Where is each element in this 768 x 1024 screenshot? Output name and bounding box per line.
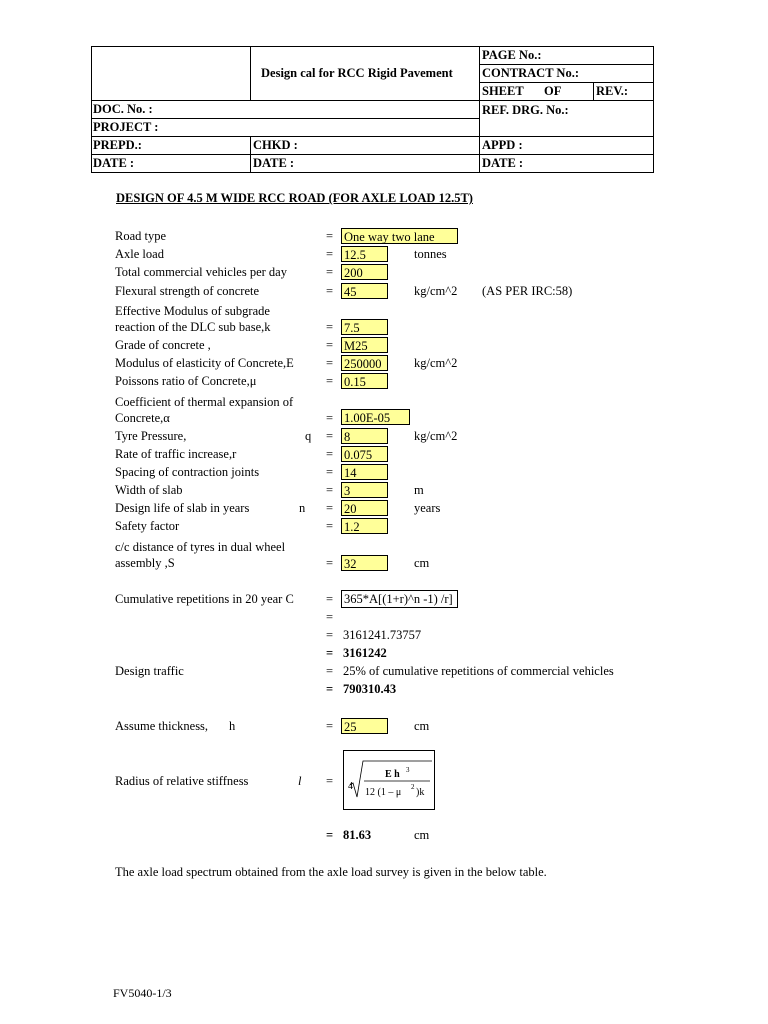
project-label: PROJECT :	[93, 120, 159, 134]
param-label-thermal-1: Coefficient of thermal expansion of	[115, 395, 294, 409]
equals-sign: =	[326, 628, 334, 642]
param-label-safety-factor: Safety factor	[115, 519, 180, 533]
formula-numerator: E h	[385, 769, 400, 780]
design-title: DESIGN OF 4.5 M WIDE RCC ROAD (FOR AXLE LOAD 12.5T)	[116, 191, 473, 205]
param-label-elasticity: Modulus of elasticity of Concrete,E	[115, 356, 294, 370]
safety-factor-input[interactable]: 1.2	[341, 518, 388, 534]
tyre-distance-input[interactable]: 32	[341, 555, 388, 571]
root-index: 4	[348, 781, 353, 792]
sheet-label: SHEET	[482, 84, 524, 98]
thickness-symbol: h	[229, 719, 236, 733]
doc-title: Design cal for RCC Rigid Pavement	[261, 66, 453, 80]
design-traffic-desc: 25% of cumulative repetitions of commercial vehicles	[343, 664, 614, 678]
param-label-joint-spacing: Spacing of contraction joints	[115, 465, 260, 479]
equals-sign: =	[326, 320, 334, 334]
slab-width-unit: m	[414, 483, 424, 497]
grade-input[interactable]: M25	[341, 337, 388, 353]
thickness-input[interactable]: 25	[341, 718, 388, 734]
equals-sign: =	[326, 719, 334, 733]
param-label-flexural: Flexural strength of concrete	[115, 284, 260, 298]
equals-sign: =	[326, 447, 334, 461]
equals-sign: =	[326, 265, 334, 279]
param-label-tyre-pressure: Tyre Pressure,	[115, 429, 187, 443]
poisson-input[interactable]: 0.15	[341, 373, 388, 389]
equals-sign: =	[326, 247, 334, 261]
radical-sign	[344, 751, 434, 809]
equals-sign: =	[326, 411, 334, 425]
design-traffic-value: 790310.43	[343, 682, 397, 696]
equals-sign: =	[326, 592, 334, 606]
design-life-symbol: n	[299, 501, 306, 515]
equals-sign: =	[326, 610, 334, 624]
formula-denom-tail: )k	[416, 787, 425, 798]
slab-width-input[interactable]: 3	[341, 482, 388, 498]
contract-no-label: CONTRACT No.:	[482, 66, 579, 80]
prepd-label: PREPD.:	[93, 138, 142, 152]
elasticity-unit: kg/cm^2	[414, 356, 458, 370]
equals-sign: =	[326, 356, 334, 370]
stiffness-label: Radius of relative stiffness	[115, 774, 249, 788]
equals-sign: =	[326, 828, 334, 842]
stiffness-value: 81.63	[343, 828, 372, 842]
flexural-unit: kg/cm^2	[414, 284, 458, 298]
equals-sign: =	[326, 519, 334, 533]
param-label-tyre-distance-1: c/c distance of tyres in dual wheel	[115, 540, 286, 554]
param-label-design-life: Design life of slab in years	[115, 501, 250, 515]
chkd-label: CHKD :	[253, 138, 298, 152]
formula-exp-2: 2	[411, 783, 415, 791]
equals-sign: =	[326, 556, 334, 570]
date-label-2: DATE :	[253, 156, 295, 170]
stiffness-unit: cm	[414, 828, 430, 842]
equals-sign: =	[326, 483, 334, 497]
param-label-vehicles: Total commercial vehicles per day	[115, 265, 287, 279]
date-label-1: DATE :	[93, 156, 135, 170]
stiffness-symbol: l	[298, 774, 302, 788]
traffic-rate-input[interactable]: 0.075	[341, 446, 388, 462]
joint-spacing-input[interactable]: 14	[341, 464, 388, 480]
equals-sign: =	[326, 682, 334, 696]
thickness-label: Assume thickness,	[115, 719, 209, 733]
cumulative-label: Cumulative repetitions in 20 year C	[115, 592, 294, 606]
spectrum-note: The axle load spectrum obtained from the axle load survey is given in the below table.	[115, 865, 547, 879]
cumulative-rounded: 3161242	[343, 646, 387, 660]
param-label-tyre-distance-2: assembly ,S	[115, 556, 175, 570]
param-label-traffic-rate: Rate of traffic increase,r	[115, 447, 237, 461]
cumulative-formula: 365*A[(1+r)^n -1) /r]	[341, 590, 458, 608]
date-label-3: DATE :	[482, 156, 524, 170]
param-label-grade: Grade of concrete ,	[115, 338, 211, 352]
equals-sign: =	[326, 374, 334, 388]
design-traffic-label: Design traffic	[115, 664, 184, 678]
of-label: OF	[544, 84, 562, 98]
param-label-road-type: Road type	[115, 229, 167, 243]
page-no-label: PAGE No.:	[482, 48, 542, 62]
equals-sign: =	[326, 429, 334, 443]
param-label-modulus-subgrade-2: reaction of the DLC sub base,k	[115, 320, 271, 334]
thermal-input[interactable]: 1.00E-05	[341, 409, 410, 425]
equals-sign: =	[326, 774, 334, 788]
footer-code: FV5040-1/3	[113, 986, 172, 1000]
equals-sign: =	[326, 338, 334, 352]
tyre-distance-unit: cm	[414, 556, 430, 570]
equals-sign: =	[326, 284, 334, 298]
tyre-pressure-symbol: q	[305, 429, 312, 443]
param-label-modulus-subgrade-1: Effective Modulus of subgrade	[115, 304, 270, 318]
appd-label: APPD :	[482, 138, 523, 152]
param-label-slab-width: Width of slab	[115, 483, 183, 497]
cumulative-value: 3161241.73757	[343, 628, 422, 642]
param-label-poisson: Poissons ratio of Concrete,μ	[115, 374, 257, 388]
header-table	[91, 46, 654, 173]
design-life-input[interactable]: 20	[341, 500, 388, 516]
vehicles-input[interactable]: 200	[341, 264, 388, 280]
param-label-thermal-2: Concrete,α	[115, 411, 170, 425]
equals-sign: =	[326, 664, 334, 678]
thickness-unit: cm	[414, 719, 430, 733]
equals-sign: =	[326, 465, 334, 479]
tyre-pressure-input[interactable]: 8	[341, 428, 388, 444]
equals-sign: =	[326, 646, 334, 660]
axle-load-unit: tonnes	[414, 247, 447, 261]
formula-exp-3: 3	[406, 766, 410, 774]
rev-label: REV.:	[596, 84, 629, 98]
elasticity-input[interactable]: 250000	[341, 355, 388, 371]
param-label-axle-load: Axle load	[115, 247, 164, 261]
doc-no-label: DOC. No. :	[93, 102, 153, 116]
flexural-input[interactable]: 45	[341, 283, 388, 299]
axle-load-input[interactable]: 12.5	[341, 246, 388, 262]
road-type-input[interactable]: One way two lane	[341, 228, 458, 244]
ref-drg-no-label: REF. DRG. No.:	[482, 103, 569, 117]
formula-denominator: 12 (1 – μ	[365, 787, 402, 798]
equals-sign: =	[326, 501, 334, 515]
modulus-subgrade-input[interactable]: 7.5	[341, 319, 388, 335]
stiffness-formula	[343, 750, 435, 810]
design-life-unit: years	[414, 501, 441, 515]
equals-sign: =	[326, 229, 334, 243]
tyre-pressure-unit: kg/cm^2	[414, 429, 458, 443]
flexural-note: (AS PER IRC:58)	[482, 284, 573, 298]
